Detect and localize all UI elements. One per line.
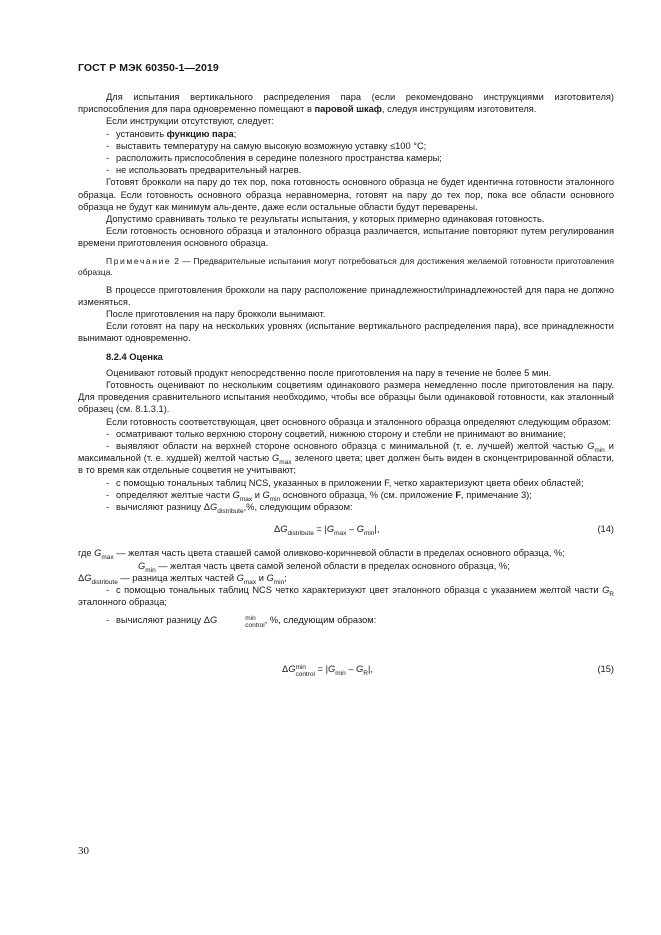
document-body	[78, 91, 614, 681]
symbol-delta: Δ	[282, 664, 289, 675]
page-number: 30	[78, 845, 89, 857]
text: вычисляют разницу	[116, 502, 204, 513]
text: — желтая часть цвета ставшей самой оливково-коричневой области в пределах основного образца, %;	[113, 548, 565, 559]
subscript: min	[273, 578, 285, 586]
symbol-g: G	[327, 664, 336, 675]
symbol-delta: Δ	[203, 615, 210, 626]
text: основного образца, % (см. приложение	[280, 489, 456, 500]
note-text: 2 — Предварительные испытания могут потребоваться для достижения желаемой готовности приготовления образца.	[78, 255, 614, 277]
paragraph	[78, 91, 614, 115]
sup-sub	[295, 664, 315, 678]
symbol-g: G	[94, 548, 102, 559]
list-item: - выставить температуру на самую высокую возможную уставку ≤100 °C;	[106, 140, 427, 151]
symbol-g: G	[209, 615, 218, 626]
paragraph: Оценивают готовый продукт непосредственно после приготовления на пару в течение не более 5 мин.	[106, 367, 552, 378]
list-item: - осматривают только верхнюю сторону соцветий, нижнюю сторону и стебли не принимают во внимание;	[106, 428, 566, 439]
paragraph: Если инструкции отсутствуют, следует:	[106, 116, 274, 127]
subscript: max	[279, 459, 292, 467]
subscript: min	[335, 670, 346, 678]
where-line	[78, 547, 614, 562]
subscript: control	[295, 671, 315, 679]
text: ;	[233, 128, 237, 139]
text: и максимальной (т. е. худшей) желтой частью	[78, 441, 614, 464]
list-item: - выявляют области на верхней стороне основного образца с минимальной (т. е. лучшей) желтой частью $G_{min}$ и максимальной (т. е. худшей) желтой частью $G_{max}$ зеленого цвета; цвет должен быть виден в сконцентрированной области, в то время как отдельные соцветия не учитывают;	[78, 441, 614, 476]
text: осматривают только верхнюю сторону соцветий, нижнюю сторону и стебли не принимают во внимание;	[116, 428, 566, 439]
paragraph: Допустимо сравнивать только те результаты испытания, у которых примерно одинаковая готовность.	[106, 214, 545, 225]
symbol-g: G	[288, 664, 296, 675]
text: где	[78, 548, 95, 559]
symbol-g: G	[356, 664, 364, 675]
document-header: ГОСТ Р МЭК 60350-1—2019	[78, 62, 219, 74]
symbol-g: G	[587, 441, 595, 452]
subscript: min	[269, 495, 281, 503]
text: ,%, следующим образом:	[243, 502, 353, 513]
paragraph: Если готовность соответствующая, цвет основного образца и эталонного образца определяют следующим образом:	[106, 416, 611, 427]
subscript: max	[243, 578, 257, 586]
bold-term: функцию пара	[166, 128, 234, 139]
note	[78, 256, 614, 278]
formula-number: (14)	[597, 524, 614, 535]
subscript: min	[145, 566, 156, 574]
list-item: - с помощью тональных таблиц NCS четко характеризуют цвет эталонного образца с указанием желтой части $G_R$ эталонного образца;	[78, 584, 614, 608]
symbol-g: G	[272, 453, 280, 464]
text: |,	[374, 524, 380, 535]
subscript: max	[239, 495, 253, 503]
text: вычисляют разницу	[116, 615, 204, 626]
symbol-g: G	[209, 502, 218, 513]
formula-15	[78, 659, 614, 681]
symbol-g: G	[84, 572, 92, 583]
text: , %, следующим образом:	[264, 615, 377, 626]
list-item: - установить функцию пара;	[106, 128, 237, 139]
sup-sub	[217, 615, 265, 629]
paragraph: Готовят брокколи на пару до тех пор, пока готовность основного образца не будет идентична готовности эталонного образца. Если готовность основного образца неравномерна, готовят на пару до тех пор, пока все области основного образца не будут как минимум аль-денте, даже если остальные области будут переварены.	[78, 177, 614, 212]
symbol-g: G	[236, 572, 244, 583]
note-label: Примечание	[106, 255, 172, 266]
formula-expression	[282, 663, 373, 678]
list-item: - расположить приспособления в середине полезного пространства камеры;	[106, 153, 442, 164]
text: с помощью тональных таблиц NCS четко характеризуют цвет эталонного образца с указанием желтой части	[116, 584, 603, 595]
text: –	[345, 664, 357, 675]
where-line	[78, 572, 614, 584]
section-heading: 8.2.4 Оценка	[106, 351, 163, 362]
paragraph: Если готовность основного образца и эталонного образца различается, испытание повторяют путем регулирования времени приготовления основного образца.	[78, 226, 614, 249]
text: = |	[314, 664, 328, 675]
text: , примечание 3);	[461, 489, 532, 500]
text: с помощью тональных таблиц NCS, указанных в приложении F, четко характеризуют цвета обеих областей;	[116, 477, 584, 488]
text: ;	[284, 572, 287, 583]
subscript: control	[245, 622, 265, 630]
subscript: max	[101, 554, 114, 562]
symbol-g: G	[280, 524, 288, 535]
symbol-g: G	[262, 489, 270, 500]
text: установить	[116, 128, 167, 139]
text: — желтая часть цвета самой зеленой области в пределах основного образца, %;	[155, 560, 510, 571]
list-item: - определяют желтые части $G_{max}$ и $G_{min}$ основного образца, % (см. приложение F, примечание 3);	[106, 489, 532, 503]
subscript: distribute	[217, 507, 244, 515]
subscript: max	[334, 530, 347, 538]
formula-expression	[274, 523, 380, 538]
paragraph: Если готовят на пару на нескольких уровнях (испытание вертикального распределения пара), все принадлежности вынимают одновременно.	[78, 321, 614, 344]
subscript: R	[609, 590, 614, 598]
list-item: - вычисляют разницу $\Delta G_{distribute},\%$, следующим образом:	[106, 502, 353, 515]
text: — разница желтых частей	[117, 572, 237, 583]
list-item: - с помощью тональных таблиц NCS, указанных в приложении F, четко характеризуют цвета обеих областей;	[106, 477, 584, 488]
text: , следуя инструкциям изготовителя.	[381, 104, 537, 115]
text: |,	[367, 664, 373, 675]
symbol-delta: Δ	[203, 502, 210, 513]
paragraph: В процессе приготовления брокколи на пару расположение принадлежности/принадлежностей для пара не должно изменяться.	[78, 284, 614, 307]
text: расположить приспособления в середине полезного пространства камеры;	[116, 153, 442, 164]
superscript: min	[245, 615, 256, 623]
formula-14	[78, 519, 614, 541]
text: эталонного образца;	[78, 597, 168, 608]
subscript: distribute	[91, 578, 118, 586]
text: –	[346, 524, 357, 535]
text: и	[252, 489, 263, 500]
paragraph: Готовность оценивают по нескольким соцветиям одинакового размера немедленно после приготовления на пару. Для проведения сравнительного испытания необходимо, чтобы все образцы были одинаковой готовности, как эталонный образец (см. 8.1.3.1).	[78, 380, 614, 415]
list-item: - вычисляют разницу ΔG min control , %, следующим образом:	[106, 615, 377, 630]
symbol-g: G	[232, 489, 240, 500]
text: Для испытания вертикального распределения пара (если рекомендовано инструкциями изготовителя) приспособления для пара одновременно помещают в	[78, 92, 614, 115]
symbol-g: G	[138, 560, 146, 571]
bold-term: F	[455, 489, 462, 500]
text: не использовать предварительный нагрев.	[116, 165, 302, 176]
subscript: distribute	[287, 530, 314, 538]
formula-number: (15)	[597, 664, 614, 675]
symbol-g: G	[326, 524, 335, 535]
text: определяют желтые части	[116, 489, 233, 500]
bold-term: паровой шкаф	[314, 104, 382, 115]
text: выставить температуру на самую высокую возможную уставку ≤100 °C;	[116, 140, 427, 151]
text: = |	[313, 524, 327, 535]
paragraph: После приготовления на пару брокколи вынимают.	[106, 309, 326, 320]
text: зеленого цвета; цвет должен быть виден в сконцентрированной области, в то время как отдельные соцветия не учитывают;	[78, 453, 614, 476]
text: и	[256, 572, 267, 583]
subscript: R	[363, 670, 368, 678]
list-item: - не использовать предварительный нагрев.	[106, 165, 302, 176]
text: выявляют области на верхней стороне основного образца с минимальной (т. е. лучшей) желтой частью	[116, 441, 588, 452]
symbol-g: G	[266, 572, 274, 583]
symbol-delta: Δ	[78, 572, 85, 583]
subscript: min	[594, 446, 605, 454]
symbol-g: G	[602, 584, 610, 595]
where-line	[138, 560, 614, 572]
symbol-g: G	[356, 524, 364, 535]
subscript: min	[363, 530, 375, 538]
superscript: min	[295, 664, 306, 672]
symbol-delta: Δ	[274, 524, 281, 535]
